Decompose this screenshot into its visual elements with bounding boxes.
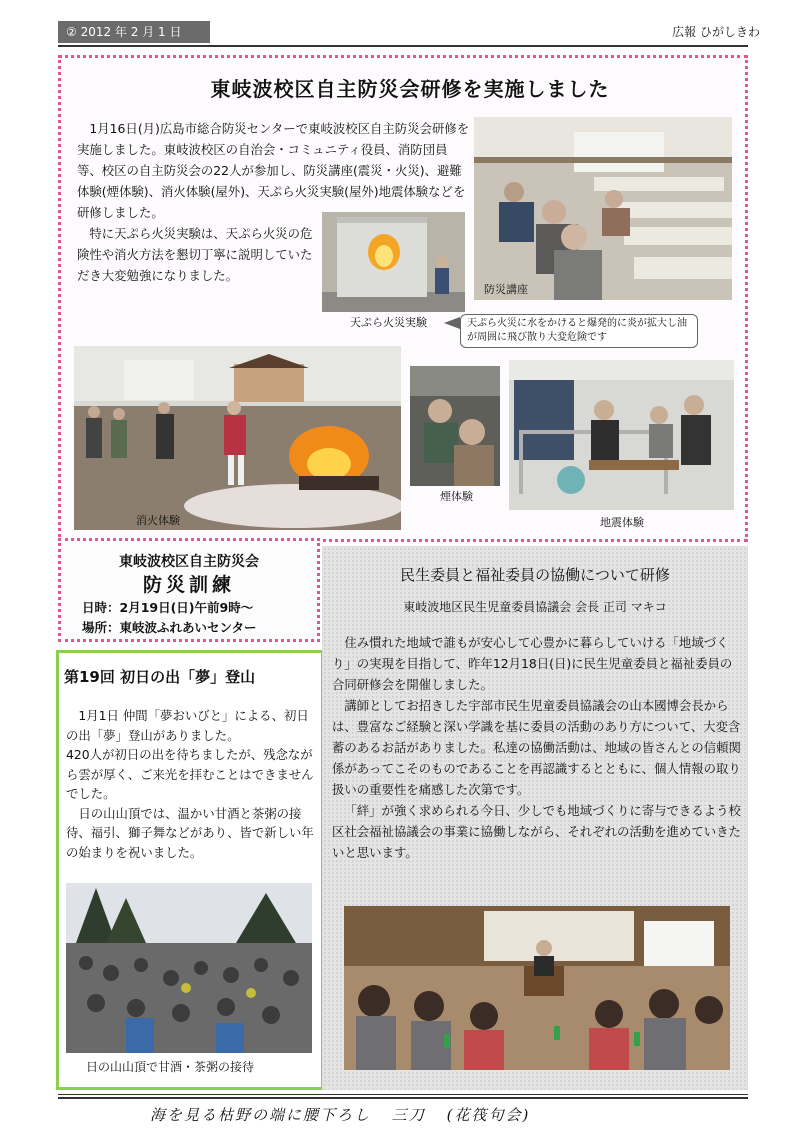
summit-reception-caption: 日の山山頂で甘酒・茶粥の接待	[86, 1060, 255, 1074]
article-sunrise-climb-body	[66, 706, 316, 862]
article-welfare-body	[332, 632, 744, 863]
article-paragraph: 420人が初日の出を待ちましたが、残念ながら雲が厚く、ご来光を拝むことはできませんでした。	[66, 747, 314, 801]
article-welfare-author: 東岐波地区民生児童委員協議会 会長 正司 マキコ	[403, 600, 667, 614]
tempura-caption: 天ぷら火災実験	[350, 316, 427, 329]
footer-rule	[58, 1094, 748, 1099]
haiku-text: 海を見る枯野の端に腰下ろし	[150, 1106, 372, 1124]
drill-organizer: 東岐波校区自主防災会	[119, 554, 259, 570]
haiku-group: (花筏句会)	[446, 1106, 531, 1124]
article-sunrise-climb-title: 第19回 初日の出「夢」登山	[64, 668, 256, 686]
lecture-photo	[474, 117, 732, 300]
article-paragraph: 1月1日 仲間「夢おいびと」による、初日の出「夢」登山がありました。	[66, 708, 309, 743]
article-paragraph: 講師としてお招きした宇部市民生児童委員協議会の山本國博会長からは、豊富なご経験と深い学識を基に委員の活動のあり方について、大変含蓄のあるお話がありました。私達の協働活動は、地域の皆さんとの信頼関係があってこそのものであることを再認識するとともに、個人情報の取り扱いの重要性を痛感した次第です。	[332, 698, 741, 797]
footer-haiku	[150, 1104, 670, 1125]
article-paragraph: 「絆」が強く求められる今日、少しでも地域づくりに寄与できるよう校区社会福祉協議会の事業に協働しながら、それぞれの活動を進めていきたいと思います。	[332, 803, 741, 860]
drill-title: 防災訓練	[142, 574, 235, 596]
extinguish-caption: 消火体験	[136, 514, 180, 527]
haiku-poet: 三刀	[391, 1106, 426, 1124]
earthquake-caption: 地震体験	[600, 516, 644, 529]
article-paragraph: 1月16日(月)広島市総合防災センターで東岐波校区自主防災会研修を実施しました。東岐波校区の自治会・コミュニティ役員、消防団員等、校区の自主防災会の22人が参加し、防災講座(震災・火災)、避難体験(煙体験)、消火体験(屋外)、天ぷら火災実験(屋外)地震体験などを研修しました。	[77, 121, 470, 220]
article-welfare-title: 民生委員と福祉委員の協働について研修	[400, 566, 670, 584]
callout-pointer	[444, 317, 460, 329]
drill-date: 日時：2月19日(日)午前9時～	[82, 600, 254, 615]
smoke-caption: 煙体験	[440, 490, 473, 503]
drill-place: 場所：東岐波ふれあいセンター	[82, 620, 257, 635]
article-paragraph: 住み慣れた地域で誰もが安心して心豊かに暮らしていける「地域づくり」の実現を目指して、昨年12月18日(日)に民生児童委員と福祉委員の合同研修会を開催しました。	[332, 635, 733, 692]
tempura-warning-callout: 天ぷら火災に水をかけると爆発的に炎が拡大し油が周囲に飛び散り大変危険です	[460, 314, 698, 348]
extinguish-photo	[74, 346, 401, 530]
article-paragraph: 特に天ぷら火災実験は、天ぷら火災の危険性や消火方法を懇切丁寧に説明していただき大変勉強になりました。	[77, 226, 313, 283]
smoke-experience-photo	[410, 366, 500, 486]
article-disaster-training-title: 東岐波校区自主防災会研修を実施しました	[210, 77, 610, 101]
article-paragraph: 日の山山頂では、温かい甘酒と茶粥の接待、福引、獅子舞などがあり、皆で新しい年の始まりを祝いました。	[66, 805, 314, 860]
lecture-caption: 防災講座	[484, 283, 528, 296]
welfare-seminar-photo	[344, 906, 730, 1070]
earthquake-experience-photo	[509, 360, 734, 510]
summit-reception-photo	[66, 883, 312, 1053]
tempura-fire-photo	[322, 212, 465, 312]
newsletter-name: 広報 ひがしきわ	[672, 25, 760, 39]
header-rule	[58, 45, 748, 47]
issue-date-label: ② 2012 年 2 月 1 日	[58, 21, 210, 43]
